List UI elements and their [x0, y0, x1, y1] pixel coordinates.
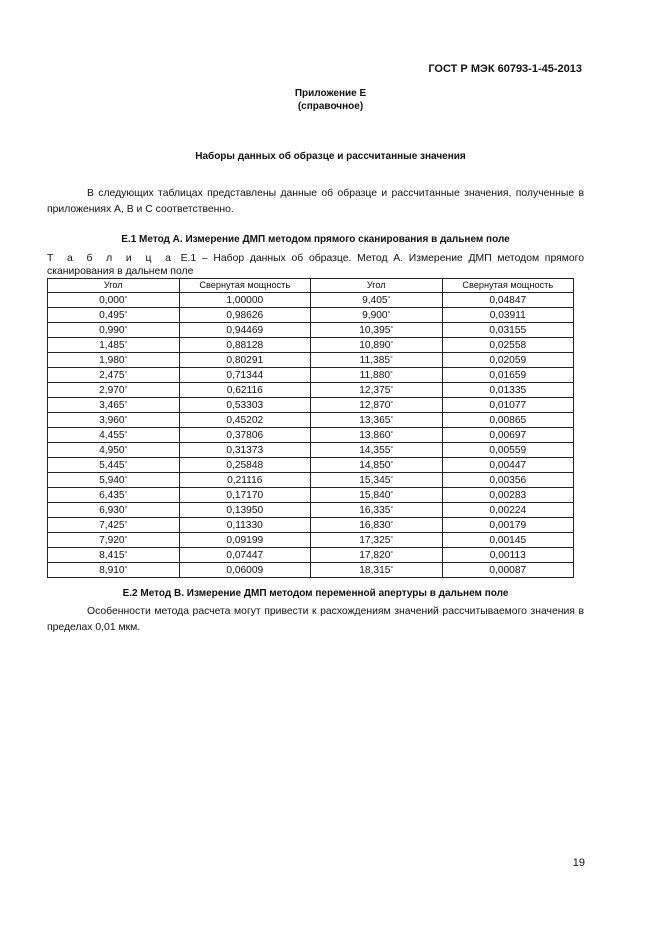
angle-cell: 12,870° — [311, 398, 443, 413]
degree-symbol: ° — [390, 521, 394, 529]
power-cell: 0,00145 — [442, 533, 574, 548]
angle-cell: 2,475° — [48, 368, 180, 383]
degree-symbol: ° — [390, 536, 394, 544]
page-number: 19 — [572, 857, 585, 869]
power-cell: 0,01077 — [442, 398, 574, 413]
power-cell: 0,02059 — [442, 353, 574, 368]
angle-cell: 12,375° — [311, 383, 443, 398]
table-row — [48, 293, 574, 308]
angle-cell: 5,940° — [48, 473, 180, 488]
degree-symbol: ° — [390, 446, 394, 454]
dataset-table-e1 — [47, 278, 574, 578]
power-cell: 0,01659 — [442, 368, 574, 383]
angle-cell: 10,890° — [311, 338, 443, 353]
angle-cell: 9,900° — [311, 308, 443, 323]
angle-cell: 9,405° — [311, 293, 443, 308]
angle-cell: 0,990° — [48, 323, 180, 338]
table-row — [48, 413, 574, 428]
degree-symbol: ° — [124, 566, 128, 574]
degree-symbol: ° — [390, 551, 394, 559]
degree-symbol: ° — [124, 401, 128, 409]
angle-cell: 15,840° — [311, 488, 443, 503]
table-row — [48, 398, 574, 413]
angle-cell: 10,395° — [311, 323, 443, 338]
degree-symbol: ° — [390, 356, 393, 364]
angle-cell: 16,830° — [311, 518, 443, 533]
table-row — [48, 308, 574, 323]
power-cell: 0,13950 — [179, 503, 311, 518]
power-cell: 0,00283 — [442, 488, 574, 503]
angle-cell: 15,345° — [311, 473, 443, 488]
degree-symbol: ° — [387, 311, 391, 319]
power-cell: 0,00447 — [442, 458, 574, 473]
e1-heading: Е.1 Метод А. Измерение ДМП методом прямого сканирования в дальнем поле — [121, 234, 510, 245]
e2-heading: Е.2 Метод В. Измерение ДМП методом переменной апертуры в дальнем поле — [122, 588, 509, 599]
table-row — [48, 533, 574, 548]
table-row — [48, 353, 574, 368]
col-header-angle-1: Угол — [48, 279, 180, 293]
angle-cell: 4,950° — [48, 443, 180, 458]
degree-symbol: ° — [390, 506, 394, 514]
table-header-row — [48, 279, 574, 293]
power-cell: 0,62116 — [179, 383, 311, 398]
angle-cell: 5,445° — [48, 458, 180, 473]
angle-cell: 1,980° — [48, 353, 180, 368]
table-row — [48, 488, 574, 503]
table-row — [48, 473, 574, 488]
col-header-angle-2: Угол — [311, 279, 443, 293]
degree-symbol: ° — [124, 506, 128, 514]
angle-cell: 0,495° — [48, 308, 180, 323]
power-cell: 0,04847 — [442, 293, 574, 308]
degree-symbol: ° — [387, 296, 391, 304]
power-cell: 0,00356 — [442, 473, 574, 488]
power-cell: 0,09199 — [179, 533, 311, 548]
power-cell: 0,37806 — [179, 428, 311, 443]
power-cell: 0,45202 — [179, 413, 311, 428]
power-cell: 0,00179 — [442, 518, 574, 533]
table-caption — [47, 252, 584, 278]
table-row — [48, 443, 574, 458]
degree-symbol: ° — [390, 566, 394, 574]
power-cell: 0,00697 — [442, 428, 574, 443]
degree-symbol: ° — [390, 371, 393, 379]
power-cell: 0,21116 — [179, 473, 311, 488]
table-row — [48, 458, 574, 473]
power-cell: 0,17170 — [179, 488, 311, 503]
col-header-power-2: Свернутая мощность — [442, 279, 574, 293]
power-cell: 0,98626 — [179, 308, 311, 323]
degree-symbol: ° — [390, 341, 394, 349]
intro-paragraph — [47, 186, 584, 218]
power-cell: 0,00865 — [442, 413, 574, 428]
power-cell: 0,31373 — [179, 443, 311, 458]
power-cell: 0,25848 — [179, 458, 311, 473]
power-cell: 0,00224 — [442, 503, 574, 518]
degree-symbol: ° — [124, 296, 128, 304]
power-cell: 0,01335 — [442, 383, 574, 398]
intro-text: В следующих таблицах представлены данные об образце и рассчитанные значения, полученные в приложениях А, В и С соответственно. — [47, 188, 584, 215]
section-title: Наборы данных об образце и рассчитанные значения — [195, 151, 466, 162]
angle-cell: 7,920° — [48, 533, 180, 548]
degree-symbol: ° — [390, 416, 394, 424]
angle-cell: 11,880° — [311, 368, 443, 383]
angle-cell: 13,860° — [311, 428, 443, 443]
angle-cell: 8,910° — [48, 563, 180, 578]
angle-cell: 18,315° — [311, 563, 443, 578]
table-row — [48, 338, 574, 353]
angle-cell: 16,335° — [311, 503, 443, 518]
degree-symbol: ° — [124, 356, 128, 364]
table-row — [48, 368, 574, 383]
power-cell: 0,00559 — [442, 443, 574, 458]
angle-cell: 17,325° — [311, 533, 443, 548]
e2-paragraph — [47, 604, 584, 636]
power-cell: 0,03155 — [442, 323, 574, 338]
power-cell: 1,00000 — [179, 293, 311, 308]
degree-symbol: ° — [124, 326, 128, 334]
table-row — [48, 503, 574, 518]
angle-cell: 7,425° — [48, 518, 180, 533]
degree-symbol: ° — [124, 416, 128, 424]
table-row — [48, 428, 574, 443]
power-cell: 0,71344 — [179, 368, 311, 383]
table-row — [48, 563, 574, 578]
degree-symbol: ° — [390, 326, 394, 334]
power-cell: 0,88128 — [179, 338, 311, 353]
degree-symbol: ° — [124, 461, 128, 469]
degree-symbol: ° — [124, 491, 128, 499]
table-row — [48, 548, 574, 563]
power-cell: 0,02558 — [442, 338, 574, 353]
degree-symbol: ° — [124, 386, 128, 394]
angle-cell: 11,385° — [311, 353, 443, 368]
degree-symbol: ° — [390, 401, 394, 409]
degree-symbol: ° — [390, 386, 394, 394]
table-row — [48, 323, 574, 338]
standard-designation: ГОСТ Р МЭК 60793-1-45-2013 — [428, 63, 582, 75]
angle-cell: 6,930° — [48, 503, 180, 518]
angle-cell: 4,455° — [48, 428, 180, 443]
degree-symbol: ° — [124, 311, 128, 319]
degree-symbol: ° — [390, 476, 394, 484]
angle-cell: 2,970° — [48, 383, 180, 398]
angle-cell: 13,365° — [311, 413, 443, 428]
degree-symbol: ° — [124, 476, 128, 484]
power-cell: 0,06009 — [179, 563, 311, 578]
angle-cell: 17,820° — [311, 548, 443, 563]
degree-symbol: ° — [124, 521, 128, 529]
caption-lead: Т а б л и ц а — [47, 253, 175, 264]
angle-cell: 0,000° — [48, 293, 180, 308]
power-cell: 0,94469 — [179, 323, 311, 338]
angle-cell: 3,960° — [48, 413, 180, 428]
power-cell: 0,00113 — [442, 548, 574, 563]
angle-cell: 6,435° — [48, 488, 180, 503]
degree-symbol: ° — [124, 431, 128, 439]
angle-cell: 14,355° — [311, 443, 443, 458]
degree-symbol: ° — [124, 536, 128, 544]
angle-cell: 8,415° — [48, 548, 180, 563]
degree-symbol: ° — [124, 551, 128, 559]
appendix-note: (справочное) — [297, 101, 364, 112]
degree-symbol: ° — [124, 446, 128, 454]
caption-text: Е.1 – Набор данных об образце. Метод А. Измерение ДМП методом прямого сканирования в дальнем поле — [47, 253, 584, 277]
power-cell: 0,53303 — [179, 398, 311, 413]
angle-cell: 14,850° — [311, 458, 443, 473]
angle-cell: 3,465° — [48, 398, 180, 413]
table-row — [48, 518, 574, 533]
table-row — [48, 383, 574, 398]
degree-symbol: ° — [390, 461, 394, 469]
degree-symbol: ° — [390, 431, 394, 439]
col-header-power-1: Свернутая мощность — [179, 279, 311, 293]
power-cell: 0,03911 — [442, 308, 574, 323]
power-cell: 0,80291 — [179, 353, 311, 368]
e2-text: Особенности метода расчета могут привести к расхождениям значений рассчитываемого значения в пределах 0,01 мкм. — [47, 606, 584, 633]
power-cell: 0,00087 — [442, 563, 574, 578]
degree-symbol: ° — [124, 341, 128, 349]
power-cell: 0,11330 — [179, 518, 311, 533]
appendix-title: Приложение Е — [294, 88, 367, 99]
power-cell: 0,07447 — [179, 548, 311, 563]
angle-cell: 1,485° — [48, 338, 180, 353]
degree-symbol: ° — [390, 491, 394, 499]
degree-symbol: ° — [124, 371, 128, 379]
